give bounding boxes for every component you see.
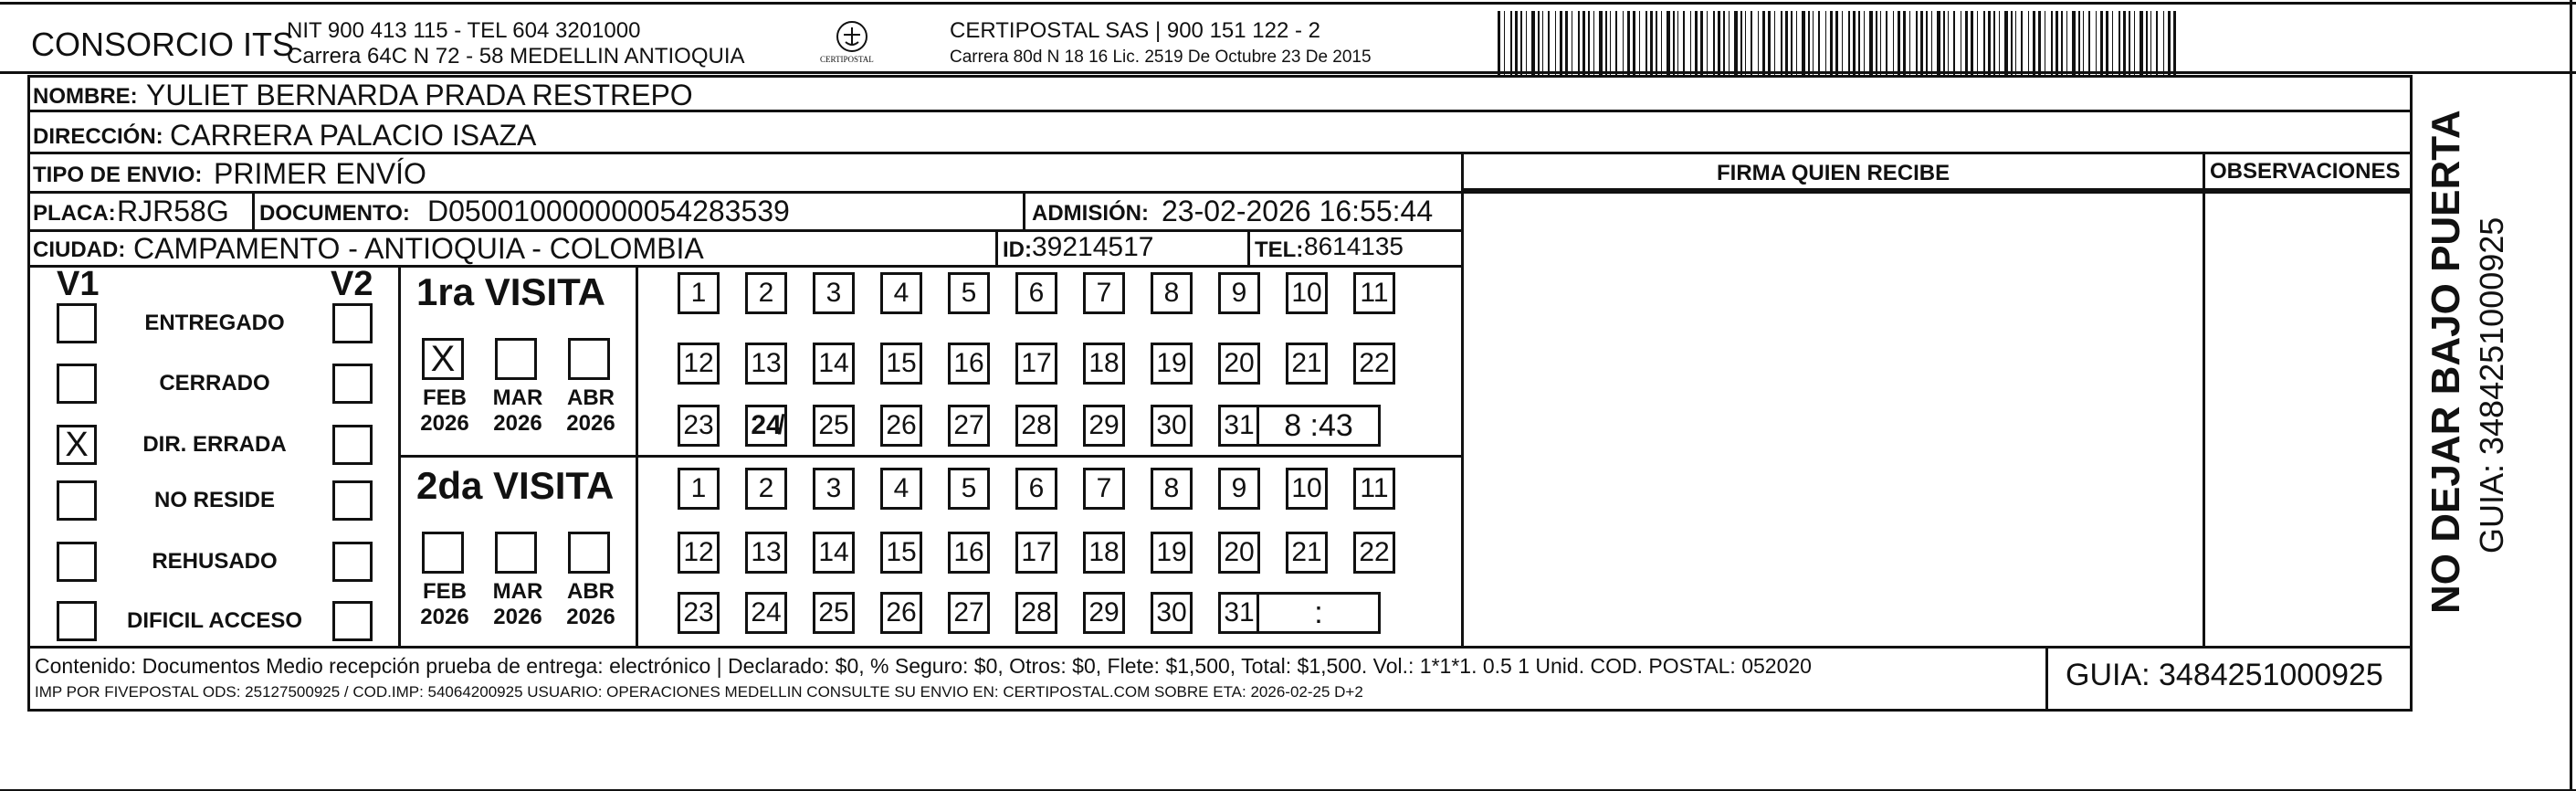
direccion-value: CARRERA PALACIO ISAZA [170,119,537,152]
month-checkbox[interactable] [495,338,537,380]
barcode-bar [1993,11,1995,75]
reason-label: REHUSADO [152,549,278,574]
barcode-bar [1977,11,1978,75]
month-year-label: 2026 [566,411,615,436]
day-box[interactable]: 5 [948,468,990,510]
barcode-bar [1774,11,1775,75]
barcode-bar [1645,11,1647,75]
barcode-bar [1627,11,1630,75]
month-checkbox[interactable] [422,532,464,574]
barcode-bar [1931,11,1932,75]
barcode-bar [2038,11,2041,75]
barcode-bar [1864,11,1865,75]
day-box[interactable]: 29 [1083,592,1125,634]
reason-label: DIFICIL ACCESO [126,608,302,633]
barcode-bar [2150,11,2151,75]
month-label: FEB [423,579,467,604]
barcode-bar [1504,11,1505,75]
day-box[interactable]: 17 [1015,343,1057,385]
month-checkbox[interactable] [568,338,610,380]
barcode-bar [1796,11,1797,75]
tipo-envio-value: PRIMER ENVÍO [214,157,426,190]
barcode-bar [2106,11,2108,75]
v2-checkbox[interactable] [332,303,373,343]
barcode-bar [1758,11,1759,75]
day-box[interactable]: 4 [880,468,922,510]
barcode-bar [1813,11,1814,75]
day-box[interactable]: 1 [678,468,720,510]
barcode-bar [1729,11,1730,75]
day-box[interactable]: 20 [1218,343,1260,385]
barcode-bar [1920,11,1923,75]
day-box[interactable]: 31 [1218,405,1260,447]
month-checkbox[interactable]: X [422,338,464,380]
barcode-bar [1526,11,1527,75]
month-label: FEB [423,385,467,410]
v1-checkbox[interactable] [57,542,97,582]
barcode-bar [1700,11,1703,75]
placa-separator [252,191,255,231]
barcode-bar [2033,11,2035,75]
reason-label: ENTREGADO [144,311,285,335]
barcode-bar [1623,11,1624,75]
barcode-bar [1909,11,1910,75]
barcode-bar [1848,11,1850,75]
barcode-bar [1661,11,1662,75]
barcode-bar [1740,11,1742,75]
barcode-bar [1853,11,1856,75]
barcode-bar [1825,11,1826,75]
day-box[interactable]: 14 [813,343,855,385]
reason-label: CERRADO [159,371,270,396]
sig-header-line [1461,188,2413,191]
barcode-bar [1656,11,1657,75]
day-box[interactable]: 25 [813,592,855,634]
day-box[interactable]: 25 [813,405,855,447]
day-box[interactable]: 24 [745,592,787,634]
first-visit-title: 1ra VISITA [416,270,605,313]
barcode-bar [1593,11,1594,75]
day-box[interactable]: 20 [1218,532,1260,574]
day-box[interactable]: 15 [880,532,922,574]
month-year-label: 2026 [493,411,542,436]
day-box[interactable]: 10 [1286,272,1328,314]
day-box[interactable]: 6 [1015,468,1057,510]
month-year-label: 2026 [566,605,615,629]
day-box[interactable]: 30 [1151,592,1193,634]
barcode-bar [1510,11,1512,75]
barcode [1498,11,2181,75]
day-box[interactable]: 17 [1015,532,1057,574]
direccion-label: DIRECCIÓN: [33,124,163,149]
day-box[interactable]: 18 [1083,343,1125,385]
barcode-bar [1830,11,1833,75]
row-line [27,646,2413,649]
courier-info-line1: CERTIPOSTAL SAS | 900 151 122 - 2 [950,18,1320,43]
tel-value: 8614135 [1304,232,1404,260]
day-box[interactable]: 29 [1083,405,1125,447]
month-checkbox[interactable] [495,532,537,574]
v2-checkbox[interactable] [332,425,373,465]
day-box[interactable]: 28 [1015,592,1057,634]
time-box[interactable]: : [1256,592,1381,634]
ciudad-label: CIUDAD: [33,237,126,262]
v1-checkbox[interactable]: X [57,425,97,465]
courier-info-line2: Carrera 80d N 18 16 Lic. 2519 De Octubre 23 De 2015 [950,47,1372,67]
side-guia: GUIA: 3484251000925 [2473,216,2510,554]
contenido-text: Contenido: Documentos Medio recepción prueba de entrega: electrónico | Declarado: $0, % Seguro: $0, Otros: $0, Flete: $1,500, Total: $1,500. Vol.: 1*1*1. 0.5 1 Unid. COD. POSTAL: 052020 [35,654,1812,678]
side-warning: NO DEJAR BAJO PUERTA [2424,110,2468,614]
barcode-bar [1555,11,1556,75]
barcode-bar [1538,11,1540,75]
observaciones-left-border [2203,152,2205,648]
barcode-bar [1893,11,1894,75]
barcode-bar [1835,11,1838,75]
day-box[interactable]: 16 [948,343,990,385]
day-box[interactable]: 18 [1083,532,1125,574]
barcode-bar [1677,11,1678,75]
barcode-bar [1802,11,1805,75]
day-box[interactable]: 2 [745,272,787,314]
signature-left-border [1461,152,1464,648]
barcode-bar [1988,11,1991,75]
day-box[interactable]: 27 [948,405,990,447]
documento-label: DOCUMENTO: [259,201,410,226]
barcode-bar [2119,11,2120,75]
barcode-bar [2015,11,2016,75]
barcode-bar [1650,11,1653,75]
placa-value: RJR58G [117,195,229,227]
admision-separator [1023,191,1025,231]
barcode-bar [2123,11,2126,75]
barcode-bar [1718,11,1720,75]
barcode-bar [1695,11,1698,75]
visit-separator [398,455,1463,458]
barcode-bar [1531,11,1535,75]
barcode-bar [1605,11,1607,75]
day-box[interactable]: 21 [1286,532,1328,574]
barcode-bar [1610,11,1611,75]
day-box[interactable]: 26 [880,405,922,447]
barcode-bar [1588,11,1590,75]
company-name: CONSORCIO ITS [31,26,295,63]
day-box[interactable]: 10 [1286,468,1328,510]
day-box[interactable]: 19 [1151,532,1193,574]
barcode-bar [2011,11,2013,75]
barcode-bar [1683,11,1685,75]
firma-label: FIRMA QUIEN RECIBE [1717,161,1950,185]
barcode-bar [1808,11,1810,75]
barcode-bar [1880,11,1881,75]
barcode-bar [1542,11,1543,75]
day-box[interactable]: 19 [1151,343,1193,385]
day-box[interactable]: 13 [745,532,787,574]
day-box[interactable]: 22 [1353,532,1395,574]
footer-guia: GUIA: 3484251000925 [2066,658,2383,692]
nombre-label: NOMBRE: [33,84,138,109]
barcode-bar [1713,11,1715,75]
barcode-bar [1520,11,1522,75]
tel-separator [1247,229,1250,267]
top-border [0,2,2576,5]
id-label: ID: [1003,237,1032,262]
barcode-bar [1578,11,1580,75]
month-year-label: 2026 [493,605,542,629]
barcode-bar [2156,11,2158,75]
observaciones-label: OBSERVACIONES [2210,159,2401,184]
barcode-bar [1971,11,1973,75]
day-box[interactable]: 23 [678,405,720,447]
day-box[interactable]: 13 [745,343,787,385]
month-checkbox[interactable] [568,532,610,574]
day-box[interactable]: 5 [948,272,990,314]
v1-checkbox[interactable] [57,364,97,404]
barcode-graphic [1498,11,2181,75]
month-label: MAR [492,385,543,410]
barcode-bar [1762,11,1765,75]
barcode-bar [2066,11,2067,75]
barcode-bar [2051,11,2053,75]
barcode-bar [1745,11,1746,75]
logo-text: CERTIPOSTAL [820,55,874,64]
barcode-bar [1869,11,1873,75]
day-box[interactable]: 24̸ [745,405,787,447]
reason-label: DIR. ERRADA [142,432,287,457]
day-box[interactable]: 30 [1151,405,1193,447]
barcode-bar [1842,11,1843,75]
barcode-bar [2173,11,2176,75]
barcode-bar [2078,11,2080,75]
barcode-bar [1926,11,1928,75]
barcode-bar [2146,11,2148,75]
day-box[interactable]: 8 [1151,272,1193,314]
month-year-label: 2026 [420,605,469,629]
documento-value: D050010000000054283539 [427,195,790,227]
admision-value: 23-02-2026 16:55:44 [1162,195,1434,227]
nombre-value: YULIET BERNARDA PRADA RESTREPO [146,79,693,111]
barcode-bar [2112,11,2113,75]
barcode-bar [1903,11,1906,75]
day-box[interactable]: 8 [1151,468,1193,510]
barcode-bar [1751,11,1752,75]
v1-label: V1 [57,265,100,303]
barcode-bar [2134,11,2135,75]
barcode-bar [1916,11,1918,75]
barcode-bar [2100,11,2103,75]
day-box[interactable]: 11 [1353,468,1395,510]
barcode-bar [1781,11,1782,75]
row-line [27,191,2413,194]
day-box[interactable]: 12 [678,343,720,385]
v2-label: V2 [331,265,373,303]
barcode-bar [1515,11,1518,75]
barcode-bar [1582,11,1585,75]
id-value: 39214517 [1032,232,1154,262]
day-box[interactable]: 16 [948,532,990,574]
ciudad-value: CAMPAMENTO - ANTIOQUIA - COLOMBIA [133,232,704,265]
barcode-bar [2088,11,2090,75]
day-box[interactable]: 7 [1083,468,1125,510]
barcode-bar [1565,11,1568,75]
month-label: MAR [492,579,543,604]
barcode-bar [1876,11,1877,75]
company-info-line2: Carrera 64C N 72 - 58 MEDELLIN ANTIOQUIA [287,44,745,69]
barcode-bar [1639,11,1640,75]
v2-checkbox[interactable] [332,480,373,521]
barcode-bar [2028,11,2029,75]
placa-label: PLACA: [33,201,116,226]
id-separator [995,229,998,267]
barcode-bar [2096,11,2097,75]
barcode-bar [1898,11,1900,75]
company-info-line1: NIT 900 413 115 - TEL 604 3201000 [287,18,641,43]
barcode-bar [1667,11,1670,75]
certipostal-logo [820,18,884,69]
barcode-bar [2072,11,2076,75]
day-box[interactable]: 2 [745,468,787,510]
admision-label: ADMISIÓN: [1032,201,1149,226]
day-box[interactable]: 27 [948,592,990,634]
barcode-bar [1818,11,1820,75]
day-box[interactable]: 4 [880,272,922,314]
barcode-bar [1615,11,1617,75]
barcode-bar [1791,11,1793,75]
month-label: ABR [567,579,615,604]
tipo-envio-label: TIPO DE ENVIO: [33,163,203,187]
barcode-bar [1999,11,2000,75]
barcode-bar [1690,11,1691,75]
day-box[interactable]: 21 [1286,343,1328,385]
barcode-bar [1768,11,1771,75]
barcode-bar [2004,11,2008,75]
barcode-bar [1943,11,1945,75]
day-box[interactable]: 23 [678,592,720,634]
day-box[interactable]: 1 [678,272,720,314]
tel-label: TEL: [1255,237,1304,262]
barcode-bar [2083,11,2084,75]
barcode-bar [1498,11,1500,75]
barcode-bar [2061,11,2063,75]
day-box[interactable]: 15 [880,343,922,385]
day-box[interactable]: 11 [1353,272,1395,314]
barcode-bar [1734,11,1738,75]
month-year-label: 2026 [420,411,469,436]
day-box[interactable]: 3 [813,272,855,314]
barcode-bar [2168,11,2171,75]
barcode-bar [2021,11,2023,75]
barcode-bar [1723,11,1725,75]
v2-checkbox[interactable] [332,601,373,641]
barcode-bar [1937,11,1940,75]
barcode-bar [1965,11,1968,75]
barcode-bar [1983,11,1985,75]
day-box[interactable]: 31 [1218,592,1260,634]
imp-text: IMP POR FIVEPOSTAL ODS: 25127500925 / COD.IMP: 54064200925 USUARIO: OPERACIONES MEDELLIN CONSULTE SU ENVIO EN: CERTIPOSTAL.COM SOBRE ETA: 2026-02-25 D+2 [35,683,1363,701]
guia-separator [2045,648,2048,712]
barcode-bar [1560,11,1562,75]
barcode-bar [1858,11,1860,75]
day-box[interactable]: 7 [1083,272,1125,314]
reason-label: NO RESIDE [153,488,276,512]
barcode-bar [1886,11,1887,75]
v2-checkbox[interactable] [332,542,373,582]
day-box[interactable]: 6 [1015,272,1057,314]
time-box[interactable]: 8 :43 [1256,405,1381,447]
barcode-bar [1953,11,1955,75]
v2-checkbox[interactable] [332,364,373,404]
barcode-bar [1633,11,1635,75]
barcode-bar [1707,11,1708,75]
v1-checkbox[interactable] [57,303,97,343]
barcode-bar [2129,11,2130,75]
barcode-bar [1548,11,1550,75]
barcode-bar [1948,11,1949,75]
day-box[interactable]: 28 [1015,405,1057,447]
barcode-bar [2163,11,2164,75]
header-separator [0,71,2576,74]
right-edge [2570,0,2572,791]
barcode-bar [1599,11,1603,75]
day-box[interactable]: 9 [1218,272,1260,314]
barcode-bar [1785,11,1788,75]
v1-checkbox[interactable] [57,601,97,641]
second-visit-title: 2da VISITA [416,464,615,507]
month-label: ABR [567,385,615,410]
barcode-bar [2140,11,2143,75]
day-box[interactable]: 22 [1353,343,1395,385]
day-box[interactable]: 12 [678,532,720,574]
day-box[interactable]: 26 [880,592,922,634]
barcode-bar [2056,11,2058,75]
day-box[interactable]: 14 [813,532,855,574]
v1-checkbox[interactable] [57,480,97,521]
day-box[interactable]: 3 [813,468,855,510]
barcode-bar [1673,11,1675,75]
day-box[interactable]: 9 [1218,468,1260,510]
